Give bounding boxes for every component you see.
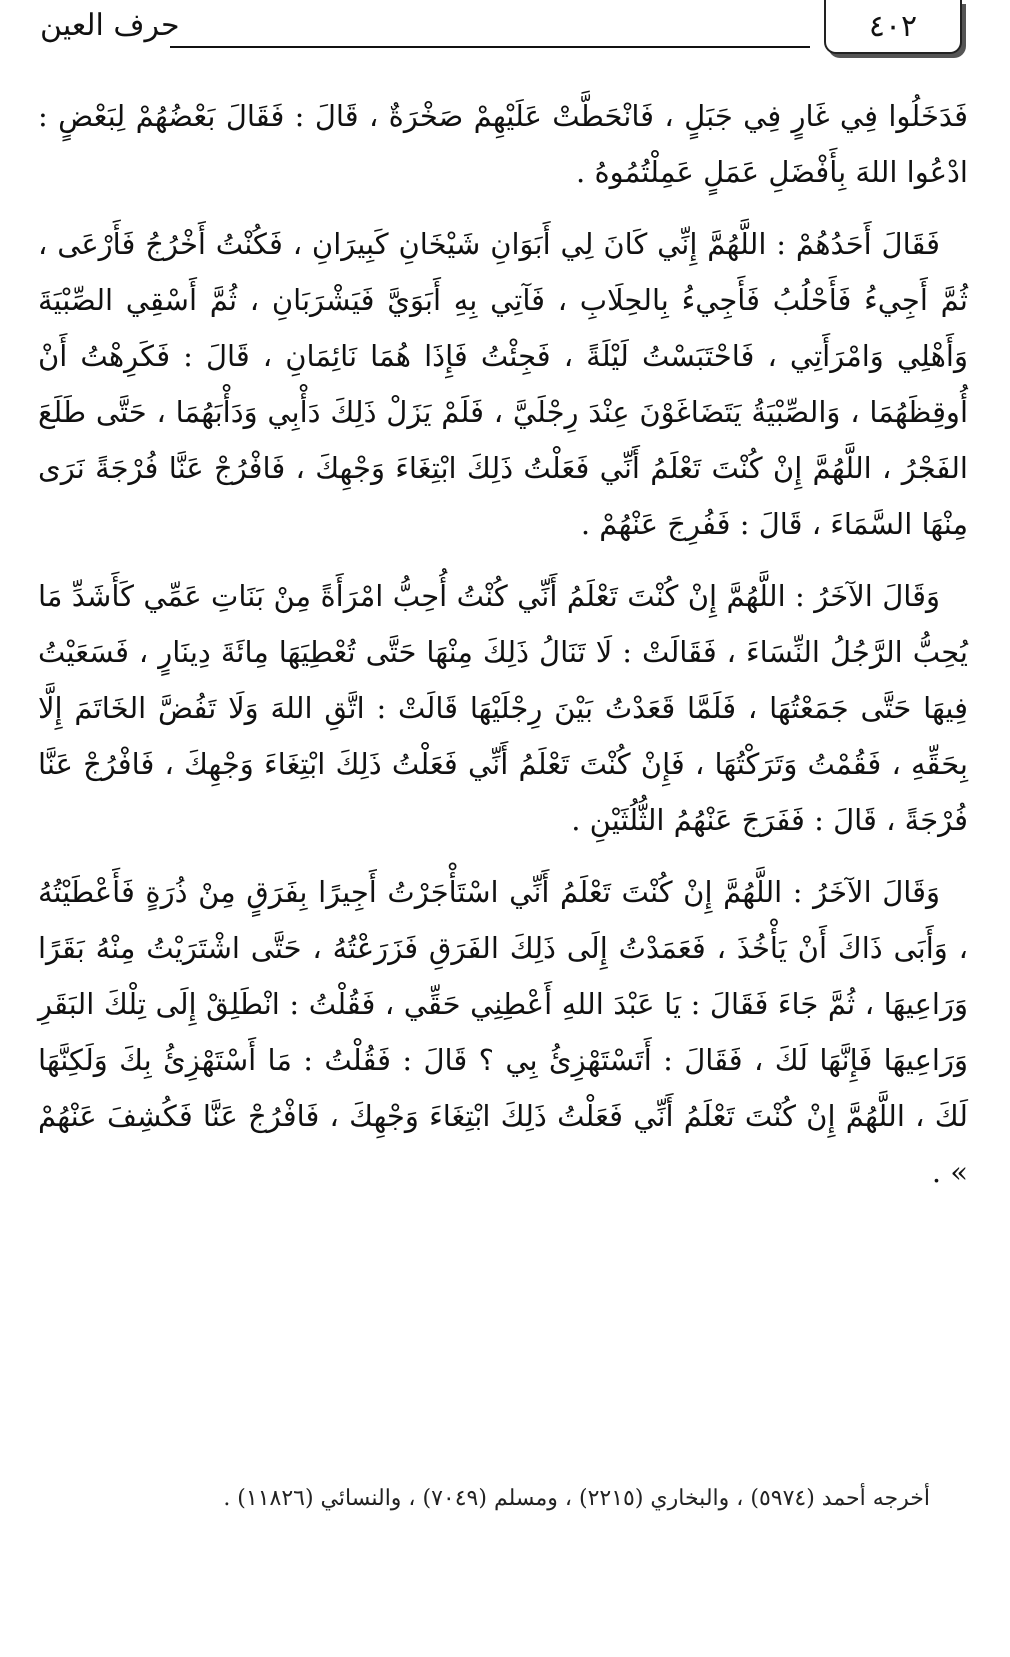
hadith-text — [38, 88, 968, 1216]
takhrij-footnote: أخرجه أحمد (٥٩٧٤) ، والبخاري (٢٢١٥) ، ومسلم (٧٠٤٩) ، والنسائي (١١٨٢٦) . — [223, 1486, 930, 1511]
page-number: ٤٠٢ — [824, 0, 962, 54]
header-rule — [170, 46, 810, 48]
chapter-title: حرف العين — [40, 8, 180, 43]
paragraph-second-man: وَقَالَ الآخَرُ : اللَّهُمَّ إِنْ كُنْتَ تَعْلَمُ أَنِّي كُنْتُ أُحِبُّ امْرَأَةً مِنْ بَنَاتِ عَمِّي كَأَشَدِّ مَا يُحِبُّ الرَّجُلُ النِّسَاءَ ، فَقَالَتْ : لَا تَنَالُ ذَلِكَ مِنْهَا حَتَّى تُعْطِيَهَا مِائَةَ دِينَارٍ ، فَسَعَيْتُ فِيهَا حَتَّى جَمَعْتُهَا ، فَلَمَّا قَعَدْتُ بَيْنَ رِجْلَيْهَا قَالَتْ : اتَّقِ اللهَ وَلَا تَفُضَّ الخَاتَمَ إِلَّا بِحَقِّهِ ، فَقُمْتُ وَتَرَكْتُهَا ، فَإِنْ كُنْتَ تَعْلَمُ أَنِّي فَعَلْتُ ذَلِكَ ابْتِغَاءَ وَجْهِكَ ، فَافْرُجْ عَنَّا فُرْجَةً ، قَالَ : فَفَرَجَ عَنْهُمُ الثُّلُثَيْنِ . — [38, 579, 968, 837]
paragraph-intro: فَدَخَلُوا فِي غَارٍ فِي جَبَلٍ ، فَانْحَطَّتْ عَلَيْهِمْ صَخْرَةٌ ، قَالَ : فَقَالَ بَعْضُهُمْ لِبَعْضٍ : ادْعُوا اللهَ بِأَفْضَلِ عَمَلٍ عَمِلْتُمُوهُ . — [38, 99, 968, 189]
paragraph-first-man: فَقَالَ أَحَدُهُمْ : اللَّهُمَّ إِنِّي كَانَ لِي أَبَوَانِ شَيْخَانِ كَبِيرَانِ ، فَكُنْتُ أَخْرُجُ فَأَرْعَى ، ثُمَّ أَجِيءُ فَأَحْلُبُ فَأَجِيءُ بِالحِلَابِ ، فَآتِي بِهِ أَبَوَيَّ فَيَشْرَبَانِ ، ثُمَّ أَسْقِي الصِّبْيَةَ وَأَهْلِي وَامْرَأَتِي ، فَاحْتَبَسْتُ لَيْلَةً ، فَجِئْتُ فَإِذَا هُمَا نَائِمَانِ ، قَالَ : فَكَرِهْتُ أَنْ أُوقِظَهُمَا ، وَالصِّبْيَةُ يَتَضَاغَوْنَ عِنْدَ رِجْلَيَّ ، فَلَمْ يَزَلْ ذَلِكَ دَأْبِي وَدَأْبَهُمَا ، حَتَّى طَلَعَ الفَجْرُ ، اللَّهُمَّ إِنْ كُنْتَ تَعْلَمُ أَنِّي فَعَلْتُ ذَلِكَ ابْتِغَاءَ وَجْهِكَ ، فَافْرُجْ عَنَّا فُرْجَةً نَرَى مِنْهَا السَّمَاءَ ، قَالَ : فَفُرِجَ عَنْهُمْ . — [38, 227, 968, 541]
paragraph-third-man: وَقَالَ الآخَرُ : اللَّهُمَّ إِنْ كُنْتَ تَعْلَمُ أَنِّي اسْتَأْجَرْتُ أَجِيرًا بِفَرَقٍ مِنْ ذُرَةٍ فَأَعْطَيْتُهُ ، وَأَبَى ذَاكَ أَنْ يَأْخُذَ ، فَعَمَدْتُ إِلَى ذَلِكَ الفَرَقِ فَزَرَعْتُهُ ، حَتَّى اشْتَرَيْتُ مِنْهُ بَقَرًا وَرَاعِيهَا ، ثُمَّ جَاءَ فَقَالَ : يَا عَبْدَ اللهِ أَعْطِنِي حَقِّي ، فَقُلْتُ : انْطَلِقْ إِلَى تِلْكَ البَقَرِ وَرَاعِيهَا فَإِنَّهَا لَكَ ، فَقَالَ : أَتَسْتَهْزِئُ بِي ؟ قَالَ : فَقُلْتُ : مَا أَسْتَهْزِئُ بِكَ وَلَكِنَّهَا لَكَ ، اللَّهُمَّ إِنْ كُنْتَ تَعْلَمُ أَنِّي فَعَلْتُ ذَلِكَ ابْتِغَاءَ وَجْهِكَ ، فَافْرُجْ عَنَّا فَكُشِفَ عَنْهُمْ » . — [38, 875, 968, 1189]
